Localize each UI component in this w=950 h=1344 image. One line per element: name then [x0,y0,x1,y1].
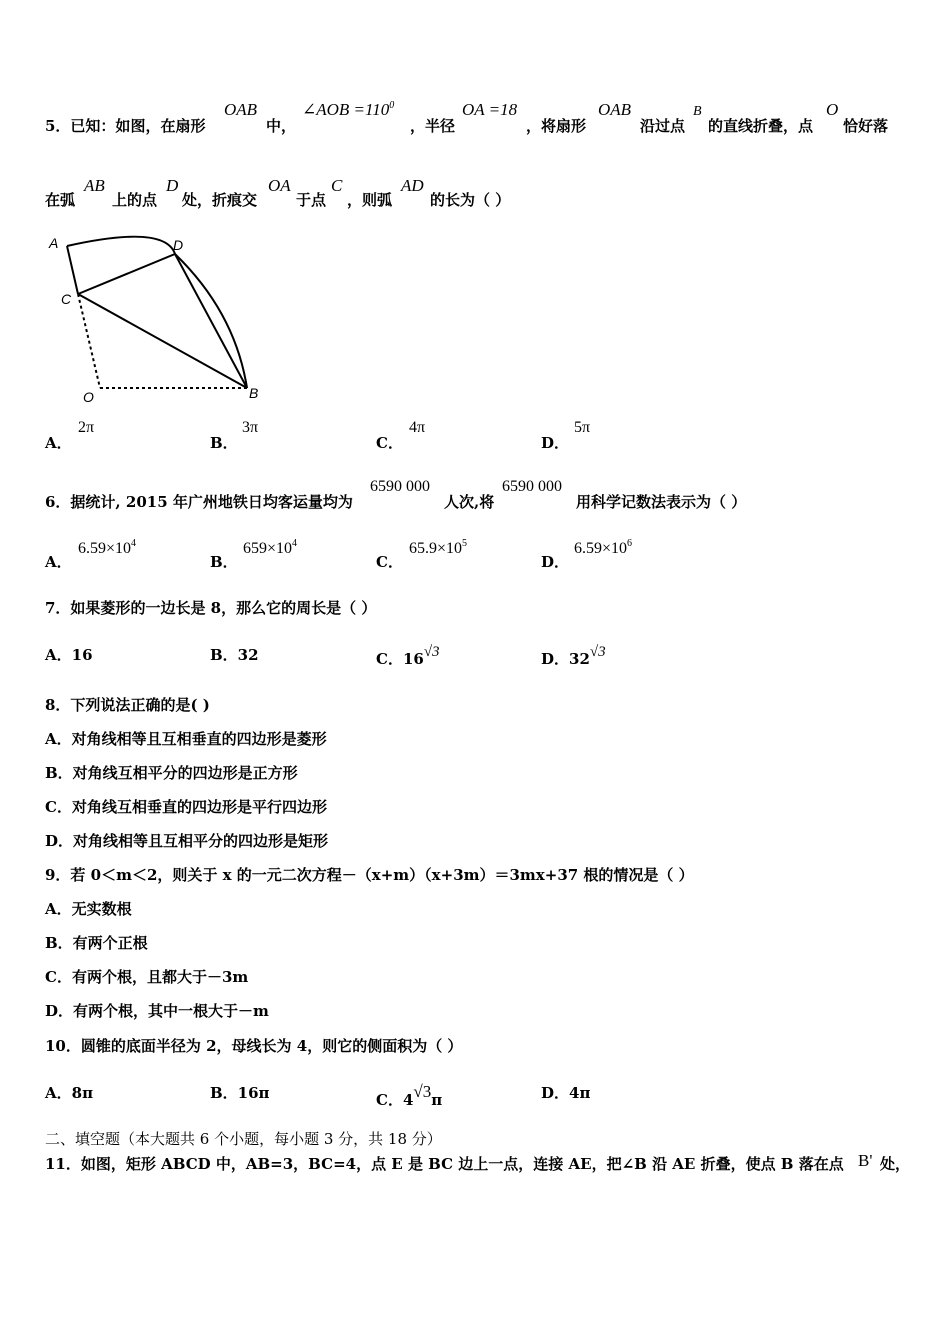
q7-option-c: C．16√3 [376,644,440,668]
q5-math-b: B [693,104,702,119]
q6-math-2: 6590 000 [502,478,562,495]
q6-text-3: 用科学记数法表示为（ ） [576,493,747,511]
q11-text-tail: 处， [880,1155,911,1173]
q11-question-text: 11．如图，矩形 ABCD 中，AB=3，BC=4，点 E 是 BC 边上一点，连接 AE，把∠B 沿 AE 折叠，使点 B 落在点 [45,1155,844,1173]
q5-text-radius: ，半径 [410,117,456,135]
q10-option-b: B．16π [210,1084,270,1102]
segment-oc-dashed [78,294,100,388]
q6-option-a-label: A． [45,553,72,571]
q5-math-oab2: OAB [598,100,632,119]
q11-math-b-prime: B' [858,1151,873,1170]
q5-text-shangdedian: 上的点 [112,191,158,209]
q5-math-angle: ∠AOB $=110^0$ [302,100,395,119]
q5-text-zehu: ，则弧 [347,191,393,209]
segment-cd [78,254,175,294]
q8-option-a: A．对角线相等且互相垂直的四边形是菱形 [45,730,327,748]
q5-math-oa2: OA [268,176,291,195]
arc-ad [67,237,175,254]
q5-option-c-value: 4π [409,419,426,436]
q7-option-b: B．32 [210,646,259,664]
q5-option-d-label: D． [541,434,570,452]
q5-math-oab: OAB [224,100,258,119]
q5-math-c: C [331,176,343,195]
q5-text-zaihu: 在弧 [45,191,76,209]
q8-option-c: C．对角线互相垂直的四边形是平行四边形 [45,798,327,816]
q5-math-o: O [826,100,839,119]
q6-option-c-label: C． [376,553,403,571]
q8-option-b: B．对角线互相平分的四边形是正方形 [45,764,298,782]
q5-option-a-label: A． [45,434,72,452]
q6-text-2: 人次,将 [444,493,495,511]
q5-option-c-label: C． [376,434,403,452]
label-d: D [173,237,184,253]
q5-option-d-value: 5π [574,419,591,436]
q7-option-d: D．32√3 [541,644,606,668]
q6-option-b-label: B． [210,553,238,571]
q5-number-text: 5．已知：如图，在扇形 [45,117,206,135]
q5-text-qiahao: 恰好落 [843,117,889,135]
q5-text-zhixian: 的直线折叠，点 [708,117,814,135]
q5-option-b-value: 3π [242,419,259,436]
q5-option-a-value: 2π [78,419,95,436]
q5-text-yanguo: 沿过点 [640,117,686,135]
q5-math-oa: OA =18 [462,100,518,119]
q6-option-d-value: $6.59\times 10^6$ [574,538,633,557]
q7-option-a: A．16 [45,646,93,664]
q6-text-1: 6．据统计, 2015 年广州地铁日均客运量均为 [45,493,353,511]
q6-option-a-value: $6.59\times 10^4$ [78,538,137,557]
q8-option-d: D．对角线相等且互相平分的四边形是矩形 [45,832,329,850]
q6-option-b-value: $659\times 10^4$ [243,538,298,557]
q9-question-text: 9．若 0＜m＜2，则关于 x 的一元二次方程－（x+m）（x+3m）＝3mx+37 根的情况是（ ） [45,866,694,884]
q6-option-d-label: D． [541,553,570,571]
q5-text-zhong: 中， [266,117,297,135]
q5-math-ad: AD [401,176,424,195]
q9-option-a: A．无实数根 [45,900,132,918]
segment-ac [67,246,78,294]
q5-text-changwei: 的长为（ ） [430,191,511,209]
q10-option-d: D．4π [541,1084,591,1102]
q5-math-ab: AB [84,176,105,195]
q10-question-text: 10．圆锥的底面半径为 2，母线长为 4，则它的侧面积为（ ） [45,1037,463,1055]
label-c: C [61,291,72,307]
label-a: A [49,235,59,251]
q5-text-chu: 处，折痕交 [182,191,258,209]
q6-math-1: 6590 000 [370,478,430,495]
section-fill-blank-title: 二、填空题（本大题共 6 个小题，每小题 3 分，共 18 分） [45,1130,442,1148]
q10-option-a: A．8π [45,1084,94,1102]
q5-sector-figure [45,232,275,412]
label-o: O [83,389,94,405]
q10-option-c: C．4√3π [376,1082,443,1109]
q9-option-c: C．有两个根，且都大于－3m [45,968,249,986]
q8-question-text: 8．下列说法正确的是( ) [45,696,210,714]
q5-text-jiang: ，将扇形 [526,117,587,135]
label-b: B [249,385,259,401]
q9-option-d: D．有两个根，其中一根大于－m [45,1002,269,1020]
q7-question-text: 7．如果菱形的一边长是 8，那么它的周长是（ ） [45,599,377,617]
q6-option-c-value: $65.9\times 10^5$ [409,538,468,557]
q9-option-b: B．有两个正根 [45,934,148,952]
q5-text-yudian: 于点 [296,191,327,209]
q5-option-b-label: B． [210,434,238,452]
q5-math-d: D [166,176,179,195]
